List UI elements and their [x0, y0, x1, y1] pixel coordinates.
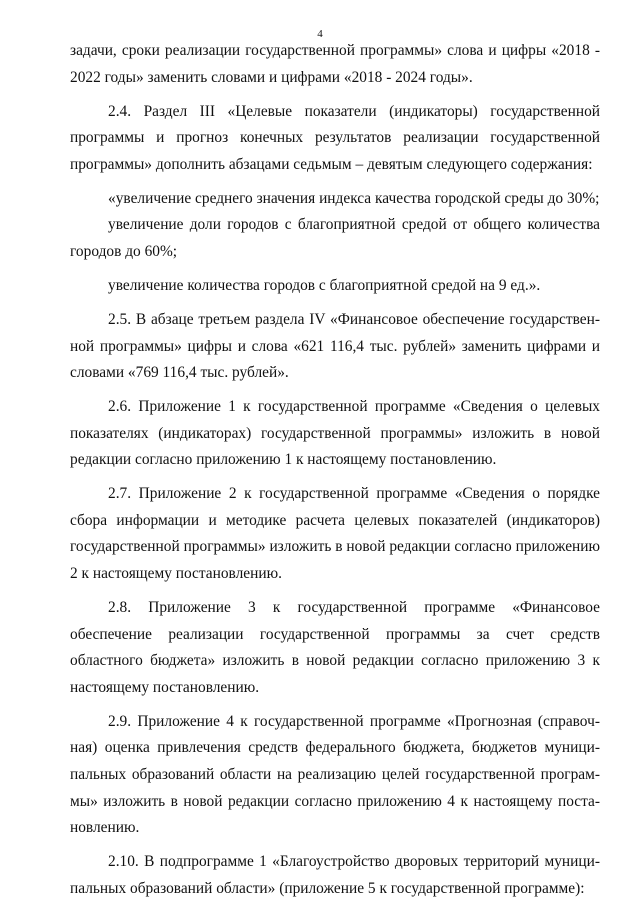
- paragraph-2-4: 2.4. Раздел III «Целевые показатели (индикаторы) государственной программы и прогноз конечных результатов реализации государственной программы» дополнить абзацами седьмым – девятым следующего содержания:: [70, 102, 600, 173]
- paragraph-2-5: 2.5. В абзаце третьем раздела IV «Финансовое обеспечение государственной программы» цифры и слова «621 116,4 тыс. рублей» заменить цифрами и словами «769 116,4 тыс. рублей».: [70, 310, 600, 382]
- paragraph-2-6: 2.6. Приложение 1 к государственной программе «Сведения о целевых показателях (индикаторах) государственной программы» изложить в новой редакции согласно приложению 1 к настоящему постановлению.: [70, 398, 600, 469]
- paragraph-quote-line-2: увеличение доли городов с благоприятной средой от общего количества городов до 60%;: [70, 216, 600, 260]
- paragraph-quote-line-3: увеличение количества городов с благоприятной средой на 9 ед.».: [108, 276, 541, 294]
- paragraph-2-7: 2.7. Приложение 2 к государственной программе «Сведения о порядке сбора информации и методике расчета целевых показателей (индикаторов) государственной программы» изложить в новой редакции согласно приложению 2 к настоящему постановлению.: [70, 485, 600, 583]
- page-number: 4: [317, 28, 323, 40]
- document-body: [70, 38, 600, 910]
- paragraph-continuation: задачи, сроки реализации государственной программы» слова и цифры «2018 - 2022 годы» заменить словами и цифрами «2018 - 2024 годы».: [70, 42, 600, 86]
- paragraph-2-9: 2.9. Приложение 4 к государственной программе «Прогнозная (справочная) оценка привлечения средств федерального бюджета, бюджетов муниципальных образований области на реализацию целей государственной программы» изложить в новой редакции согласно приложению 4 к настоящему постановлению.: [70, 712, 600, 837]
- paragraph-2-8: 2.8. Приложение 3 к государственной программе «Финансовое обеспечение реализации государственной программы за счет средств областного бюджета» изложить в новой редакции согласно приложению 3 к настоящему постановлению.: [70, 599, 600, 696]
- paragraph-2-10: 2.10. В подпрограмме 1 «Благоустройство дворовых территорий муниципальных образований области» (приложение 5 к государственной программе):: [70, 853, 600, 897]
- paragraph-quote-line-1: «увеличение среднего значения индекса качества городской среды до 30%;: [108, 189, 600, 207]
